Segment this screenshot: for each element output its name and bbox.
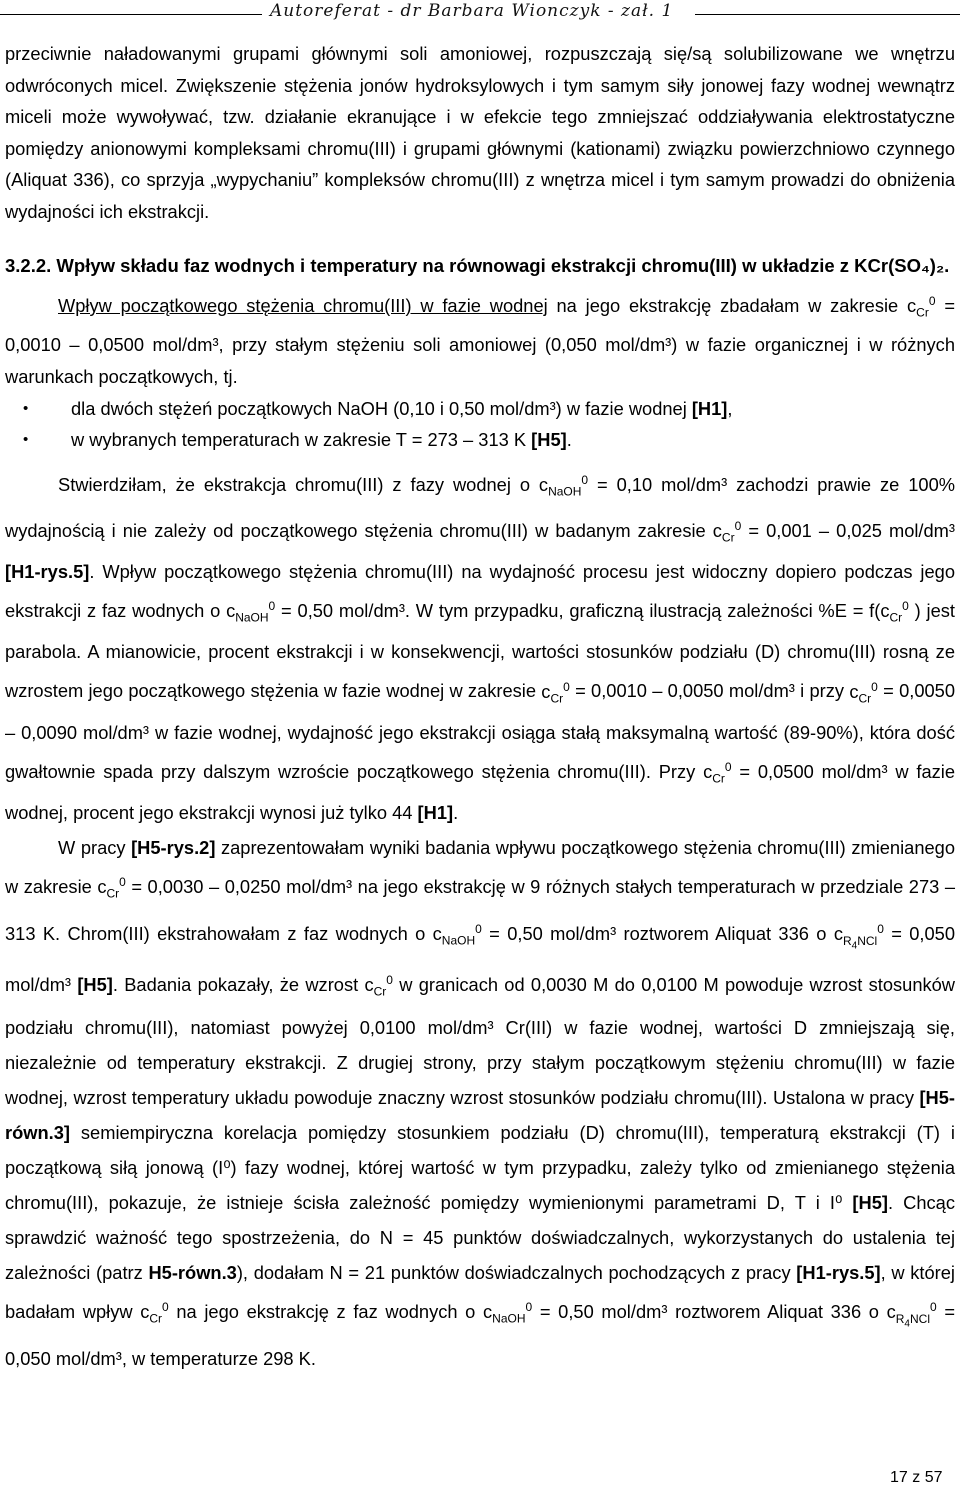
list-item [71,424,955,455]
list-item-text: dla dwóch stężeń początkowych NaOH (0,10 i 0,50 mol/dm³) w fazie wodnej [71,397,692,419]
text: ), dodałam N = 21 punktów doświadczalnych pochodzących z pracy [236,1261,797,1283]
list-item [71,393,955,424]
text: . Badania pokazały, że wzrost [112,974,365,996]
symbol-c0-cr: $c_{Cr}^0$ [703,759,732,786]
text: = 0,050 mol/dm³ [5,923,956,996]
reference: [H1] [417,801,454,823]
symbol-c0-cr: $c_{Cr}^0$ [97,875,126,901]
text: . Chcąc sprawdzić ważność tego spostrzeżenia, do N = 45 punktów doświadczalnych, wykorzystanych do ustalenia tej zależności (patrz [5,1191,955,1283]
symbol-c0-naoh: $c_{NaOH}^0$ [538,472,589,499]
reference: [H5] [531,428,567,450]
reference: [H5] [852,1191,888,1213]
text: = 0,0010 – 0,0050 mol/dm³ i przy [569,680,850,702]
text: = 0,0500 mol/dm³ w fazie wodnej, procent jego ekstrakcji wynosi już tylko 44 [5,760,956,823]
text: w granicach od 0,0030 M do 0,0100 M powoduje wzrost stosunków podziału chromu(III), natomiast powyżej 0,0100 mol/dm³ Cr(III) w fazie wodnej, wartości D zmniejszają się, niezależnie od temperatury ekstrakcji. Z drugiej strony, przy stałym początkowym stężeniu chromu(III) w fazie wodnej, wzrost temperatury układu powoduje znaczny wzrost stosunków podziału chromu(III). Ustalona w pracy [5,974,955,1108]
symbol-c0-naoh: $c_{NaOH}^0$ [432,921,482,948]
symbol-c0-cr: $c_{Cr}^0$ [880,599,909,625]
header-rule-right [695,14,960,15]
punct: , [727,397,733,419]
text: = 0,0030 – 0,0250 mol/dm³ na jego ekstrakcję w 9 różnych stałych temperaturach w przedziale 273 – 313 K. Chrom(III) ekstrahowałam z faz wodnych o [5,876,955,945]
text: Stwierdziłam, że ekstrakcja chromu(III) z fazy wodnej o [58,473,539,495]
text: = 0,0050 – 0,0090 mol/dm³ w fazie wodnej, wydajność jego ekstrakcji osiąga stałą maksymalną wartość (89-90%), która dość gwałtownie spada przy dalszym wzroście początkowego stężenia chromu(III). Przy [5,680,955,782]
text: = 0,0010 – 0,0500 mol/dm³, przy stałym stężeniu soli amoniowej (0,050 mol/dm³) w fazie organicznej i w różnych warunkach początkowych, tj. [5,295,955,387]
list-item-text: w wybranych temperaturach w zakresie T = 273 – 313 K [71,428,532,450]
text: = 0,50 mol/dm³ roztworem Aliquat 336 o [532,1300,887,1322]
symbol-c0-cr: $c_{Cr}^0$ [140,1299,169,1326]
text: . [453,801,459,823]
text: zaprezentowałam wyniki badania wpływu początkowego stężenia chromu(III) zmienianego w zakresie [5,837,955,898]
symbol-c0-naoh: $c_{NaOH}^0$ [226,599,276,625]
text: , w której badałam wpływ [5,1261,955,1322]
symbol-c0-cr: $c_{Cr}^0$ [364,973,393,999]
text: semiempiryczna korelacja pomiędzy stosunkiem podziału (D) chromu(III), temperaturą ekstrakcji (T) i początkową siłą jonową (I⁰) fazy wodnej, której wartość w tym przypadku, zależy tylko od zmienianego stężenia chromu(III), pokazuje, że istnieje ścisła zależność pomiędzy wymienionymi parametrami D, T i I⁰ [5,1121,955,1213]
text: = 0,10 mol/dm³ zachodzi prawie ze 100% wydajnością i nie zależy od początkowego stężenia chromu(III) w badanym zakresie [5,473,955,541]
paragraph-3 [5,463,955,830]
reference: [H5-równ.3] [5,1086,955,1143]
underlined-phrase: Wpływ początkowego stężenia chromu(III) w fazie wodnej [58,295,548,317]
reference: [H1-rys.5] [5,560,90,582]
bullet-list [5,393,955,455]
text: W pracy [58,837,132,859]
symbol-c0-cr: $c_{Cr}^0$ [907,294,936,320]
symbol-c0-r4ncl: $c_{R_4NCl}^0$ [886,1299,937,1329]
text: = 0,001 – 0,025 mol/dm³ [741,519,955,541]
running-header [0,0,960,30]
document-body [5,38,955,1376]
section-heading: 3.2.2. Wpływ składu faz wodnych i temperatury na równowagi ekstrakcji chromu(III) w układzie z KCr(SO₄)₂. [5,255,950,276]
header-title: Autoreferat - dr Barbara Wionczyk - zał. 1 [270,1,674,21]
page-number: 17 z 57 [890,1469,943,1486]
text: na jego ekstrakcję z faz wodnych o [168,1300,484,1322]
reference: [H5-rys.2] [131,837,216,859]
symbol-c0-r4ncl: $c_{R_4NCl}^0$ [833,921,884,952]
text: na jego ekstrakcję zbadałam w zakresie [547,295,908,317]
symbol-c0-cr: $c_{Cr}^0$ [849,679,878,706]
symbol-c0-cr: $c_{Cr}^0$ [541,679,570,706]
reference: H5-równ.3 [148,1261,237,1283]
text: = 0,50 mol/dm³. W tym przypadku, graficzną ilustracją zależności %E = f( [275,600,881,622]
header-rule-left [0,14,262,15]
reference: [H1-rys.5] [796,1261,881,1283]
reference: [H5] [77,974,113,996]
paragraph-1: przeciwnie naładowanymi grupami głównymi soli amoniowej, rozpuszczają się/są solubilizowane we wnętrzu odwróconych micel. Zwiększenie stężenia jonów hydroksylowych i tym samym siły jonowej fazy wodnej wewnątrz miceli może wywoływać, tzw. działanie ekranujące i w efekcie tego zmniejszać oddziaływania elektrostatyczne pomiędzy anionowymi kompleksami chromu(III) i grupami głównymi (kationami) związku powierzchniowo czynnego (Aliquat 336), co sprzyja „wypychaniu” kompleksów chromu(III) z wnętrza micel i tym samym prowadzi do obniżenia wydajności ich ekstrakcji. [5,43,955,222]
text: = 0,50 mol/dm³ roztworem Aliquat 336 o [481,923,834,945]
reference: [H1] [691,397,728,419]
symbol-c0-naoh: $c_{NaOH}^0$ [483,1299,533,1326]
text: ) jest parabola. A mianowicie, procent ekstrakcji i w konsekwencji, wartości stosunków podziału (D) chromu(III) rosną ze wzrostem jego początkowego stężenia w fazie wodnej w zakresie [5,600,955,702]
punct: . [566,428,572,450]
text: = 0,050 mol/dm³, w temperaturze 298 K. [5,1300,956,1369]
text: . Wpływ początkowego stężenia chromu(III) na wydajność procesu jest widoczny dopiero podczas jego ekstrakcji z faz wodnych o [5,560,955,622]
paragraph-2 [5,285,955,393]
paragraph-4 [5,830,955,1376]
symbol-c0-cr: $c_{Cr}^0$ [712,518,742,545]
